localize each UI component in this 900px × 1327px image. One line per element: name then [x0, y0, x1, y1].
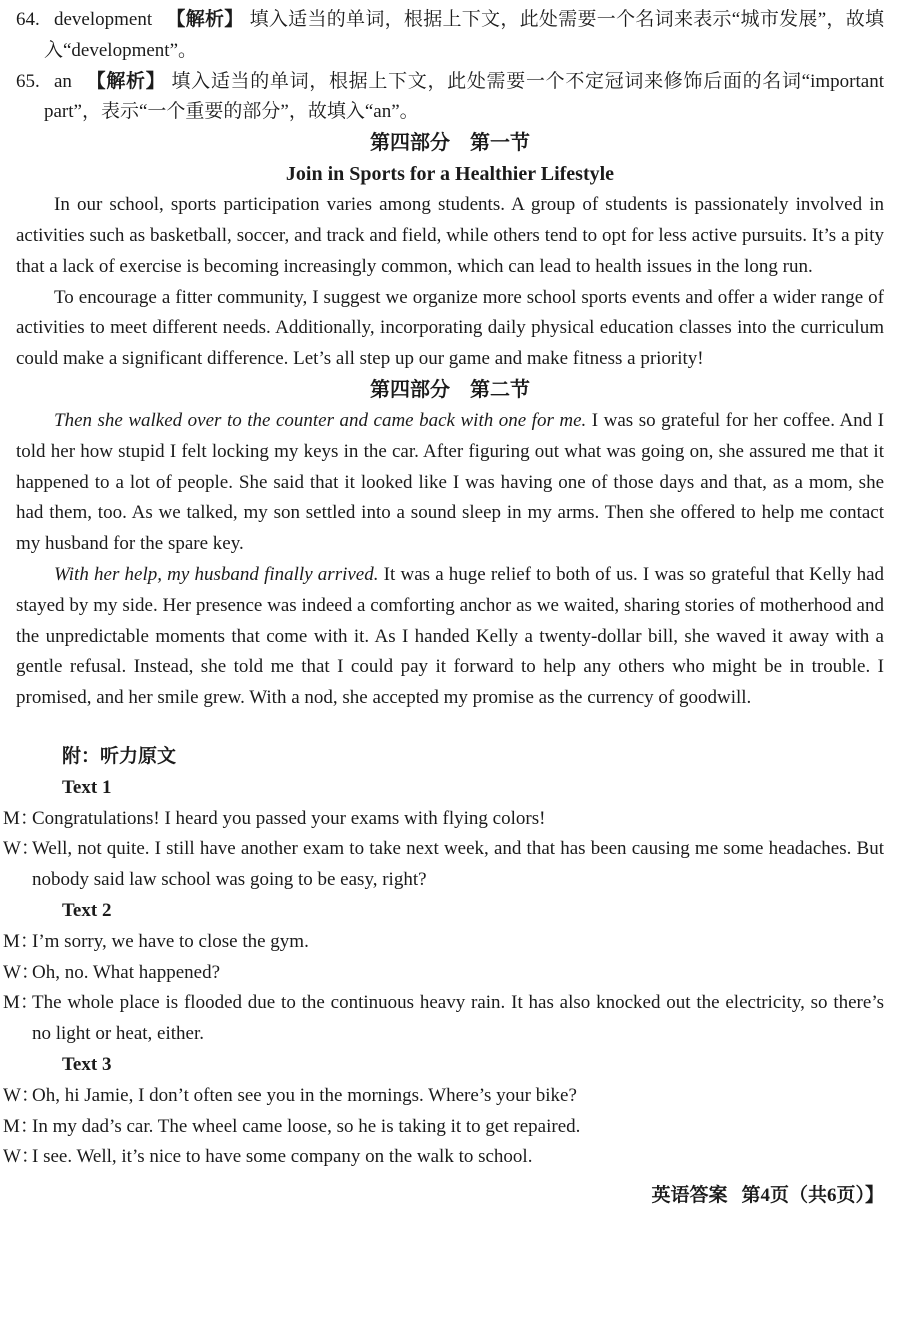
paragraph-body: It was a huge relief to both of us. I was so grateful that Kelly had stayed by my side. Her presence was indeed a comforting anchor as we waited, sharing stories of motherhood and the unpredictable moments that come with it. As I handed Kelly a twenty-dollar bill, she waved it away with a gentle refusal. Instead, she told me that I could pay it forward to help any others who might be in trouble. I promised, and her smile grew. With a nod, she accepted my promise as the currency of goodwill.: [16, 563, 884, 709]
text-label-2: Text 2: [62, 899, 112, 921]
dialogue-text: Congratulations! I heard you passed your exams with flying colors!: [32, 807, 546, 829]
paragraph-lead-italic: With her help, my husband finally arrived.: [54, 563, 379, 585]
text-label-3: Text 3: [62, 1053, 112, 1075]
answer-text: an: [54, 70, 72, 92]
dialogue-line: [3, 1112, 884, 1143]
text-label-1: Text 1: [62, 776, 112, 798]
answer-item-64: [16, 5, 884, 67]
dialogue-line: [3, 804, 884, 835]
dialogue-line: [3, 1142, 884, 1173]
essay-paragraph: To encourage a fitter community, I suggest we organize more school sports events and offer a wider range of activities to meet different needs. Additionally, incorporating daily physical education classes into the curriculum could make a significant difference. Let’s all step up our game and make fitness a priority!: [16, 286, 884, 370]
footer-page-number: 第4页（共6页）】: [741, 1185, 884, 1207]
dialogue-line: [3, 988, 884, 1050]
essay-title: Join in Sports for a Healthier Lifestyle: [285, 163, 615, 186]
analysis-tag: 【解析】: [166, 9, 244, 30]
answer-number: 64.: [16, 9, 40, 30]
analysis-explanation: 填入适当的单词，根据上下文，此处需要一个名词来表示“城市发展”，故填入“development”。: [44, 9, 884, 61]
paragraph-body: I was so grateful for her coffee. And I told her how stupid I felt locking my keys in the car. After figuring out what was going on, she assured me that it happened to a lot of people. She said that it looked like I was having one of those days and that, as a mom, she had them, too. As we talked, my son settled into a sound sleep in my arms. Then she offered to help me contact my husband for the spare key.: [16, 409, 884, 555]
speaker-label: M：: [3, 930, 39, 952]
dialogue-text: Oh, no. What happened?: [32, 961, 221, 983]
speaker-label: W：: [3, 1146, 40, 1168]
speaker-label: M：: [3, 992, 39, 1014]
dialogue-line: [3, 927, 884, 958]
dialogue-text: I’m sorry, we have to close the gym.: [32, 930, 309, 952]
dialogue-line: [3, 834, 884, 896]
section-heading-part4-section2: 第四部分 第二节: [370, 378, 530, 401]
dialogue-text: The whole place is flooded due to the continuous heavy rain. It has also knocked out the electricity, so there’s no light or heat, either.: [32, 992, 884, 1045]
dialogue-line: [3, 1081, 884, 1112]
speaker-label: M：: [3, 807, 39, 829]
footer-doc-label: 英语答案: [651, 1185, 728, 1207]
dialogue-line: [3, 958, 884, 989]
dialogue-text: I see. Well, it’s nice to have some company on the walk to school.: [32, 1146, 533, 1168]
speaker-label: W：: [3, 961, 40, 983]
speaker-label: W：: [3, 1084, 40, 1106]
transcript-heading: 附：听力原文: [62, 745, 177, 767]
answer-number: 65.: [16, 70, 40, 92]
dialogue-text: In my dad’s car. The wheel came loose, so he is taking it to get repaired.: [32, 1115, 581, 1137]
dialogue-text: Well, not quite. I still have another exam to take next week, and that has been causing me some headaches. But nobody said law school was going to be easy, right?: [32, 838, 884, 891]
speaker-label: W：: [3, 838, 40, 860]
analysis-tag: 【解析】: [85, 70, 166, 92]
analysis-explanation: 填入适当的单词，根据上下文，此处需要一个不定冠词来修饰后面的名词“important part”，表示“一个重要的部分”，故填入“an”。: [44, 70, 884, 123]
dialogue-text: Oh, hi Jamie, I don’t often see you in the mornings. Where’s your bike?: [32, 1084, 577, 1106]
paragraph-lead-italic: Then she walked over to the counter and came back with one for me.: [54, 409, 587, 431]
section-heading-part4-section1: 第四部分 第一节: [370, 132, 530, 155]
continuation-paragraph: [16, 560, 884, 714]
speaker-label: M：: [3, 1115, 39, 1137]
page-footer: [16, 1181, 884, 1212]
continuation-paragraph: [16, 406, 884, 560]
answer-text: development: [54, 9, 153, 30]
answer-item-65: [16, 67, 884, 129]
essay-paragraph: In our school, sports participation varies among students. A group of students is passionately involved in activities such as basketball, soccer, and track and field, while others tend to opt for less active pursuits. It’s a pity that a lack of exercise is becoming increasingly common, which can lead to health issues in the long run.: [16, 194, 884, 277]
